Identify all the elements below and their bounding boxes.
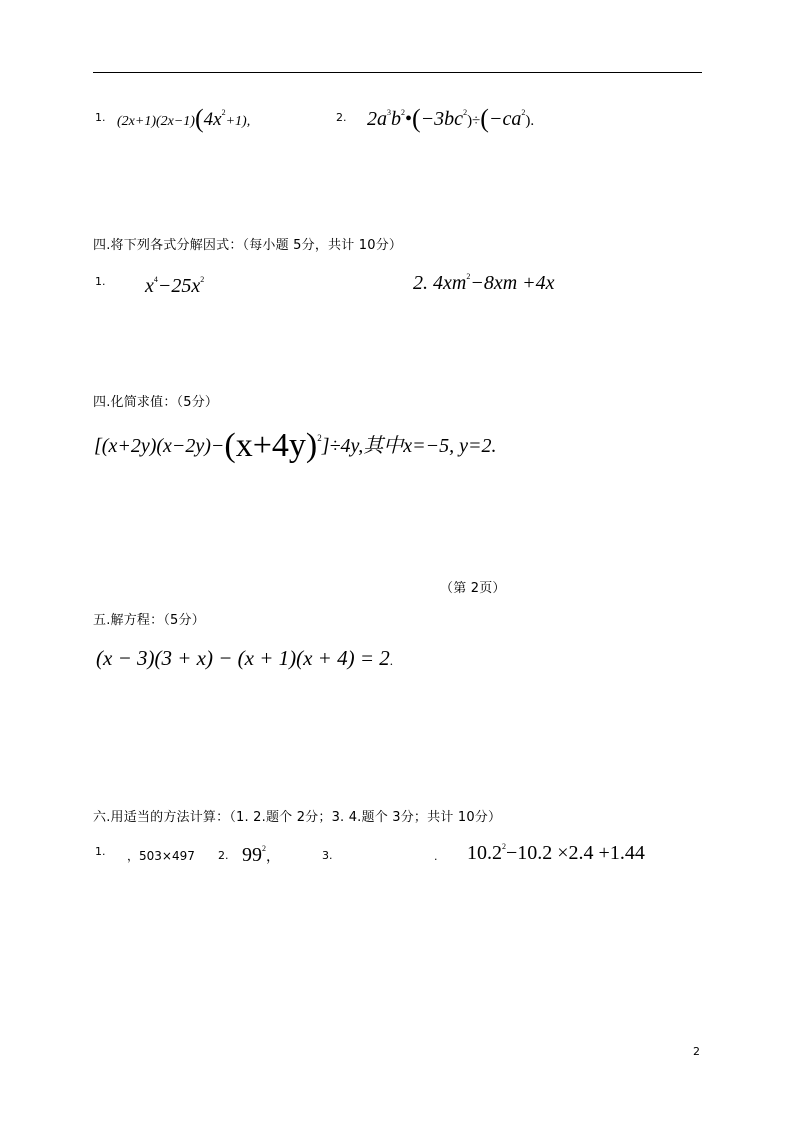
- problem-number: 1.: [95, 111, 106, 124]
- header-rule: [93, 72, 702, 73]
- problem-expression: [467, 843, 645, 863]
- expression-part: (: [412, 104, 421, 133]
- expression-part: 4x: [203, 109, 222, 130]
- exponent: 4: [153, 275, 158, 284]
- expression-part: .: [434, 850, 438, 863]
- expression-part: −25x: [157, 275, 201, 297]
- expression-part: x: [145, 275, 154, 297]
- problem-expression: [145, 276, 204, 296]
- exponent: 2: [221, 108, 226, 117]
- exponent: 3: [387, 108, 391, 117]
- expression-part: ]÷4y,其中x=−5, y=2.: [321, 435, 497, 457]
- expression-part: (x − 3)(3 + x) − (x + 1)(x + 4) = 2: [96, 646, 390, 670]
- exponent: 2: [317, 433, 322, 443]
- expression-part: ，: [266, 850, 280, 865]
- expression-part: 99: [242, 844, 262, 866]
- expression-part: .: [389, 653, 394, 668]
- problem-expression: [242, 845, 280, 865]
- exponent: 2: [463, 108, 468, 117]
- section-heading: 四.化简求值：（5分）: [93, 395, 219, 410]
- expression-part: ).: [525, 113, 535, 129]
- expression-part: (: [480, 104, 489, 133]
- exponent: 2: [200, 275, 205, 284]
- problem-expression: [413, 273, 555, 293]
- expression-part: 2a: [367, 108, 387, 130]
- exponent: 2: [466, 272, 471, 281]
- problem-number: 3.: [322, 849, 333, 862]
- expression-part: (2x+1)(2x−1): [117, 114, 195, 129]
- expression-part: [(x+2y)(x−2y)−: [94, 435, 225, 457]
- expression-part: −10.2 ×2.4 +1.44: [506, 842, 645, 864]
- expression-part: •: [405, 108, 413, 130]
- expression-part: )÷: [467, 113, 481, 129]
- page-number: 2: [693, 1045, 700, 1058]
- problem-number: 2.: [336, 111, 347, 124]
- problem-expression: [367, 106, 534, 132]
- problem-expression: [94, 427, 497, 464]
- expression-part: 10.2: [467, 842, 502, 864]
- page-marker: （第 2页）: [440, 581, 506, 596]
- problem-number: 2.: [218, 849, 229, 862]
- expression-part: (: [194, 104, 204, 133]
- problem-number: 1.: [95, 275, 106, 288]
- exponent: 2: [401, 108, 405, 117]
- equation: [96, 648, 393, 669]
- problem-expression: ，503×497: [127, 849, 195, 863]
- exponent: 2: [502, 842, 506, 851]
- expression-part: b: [391, 108, 401, 130]
- expression-part: −3bc: [420, 108, 464, 130]
- expression-part: +1),: [225, 114, 251, 129]
- expression-part: (x+4y): [224, 427, 318, 464]
- section-heading: 五.解方程：（5分）: [93, 613, 205, 628]
- section-heading: 四.将下列各式分解因式：（每小题 5分，共计 10分）: [93, 238, 403, 253]
- exponent: 2: [521, 108, 526, 117]
- problem-expression: [117, 106, 250, 132]
- expression-part: 2. 4xm: [413, 272, 467, 294]
- problem-number: 1.: [95, 845, 106, 858]
- expression-part: −8xm +4x: [470, 272, 555, 294]
- section-heading: 六.用适当的方法计算：（1. 2.题个 2分；3. 4.题个 3分；共计 10分）: [93, 810, 502, 825]
- expression-part: −ca: [488, 108, 522, 130]
- exponent: 2: [262, 844, 266, 853]
